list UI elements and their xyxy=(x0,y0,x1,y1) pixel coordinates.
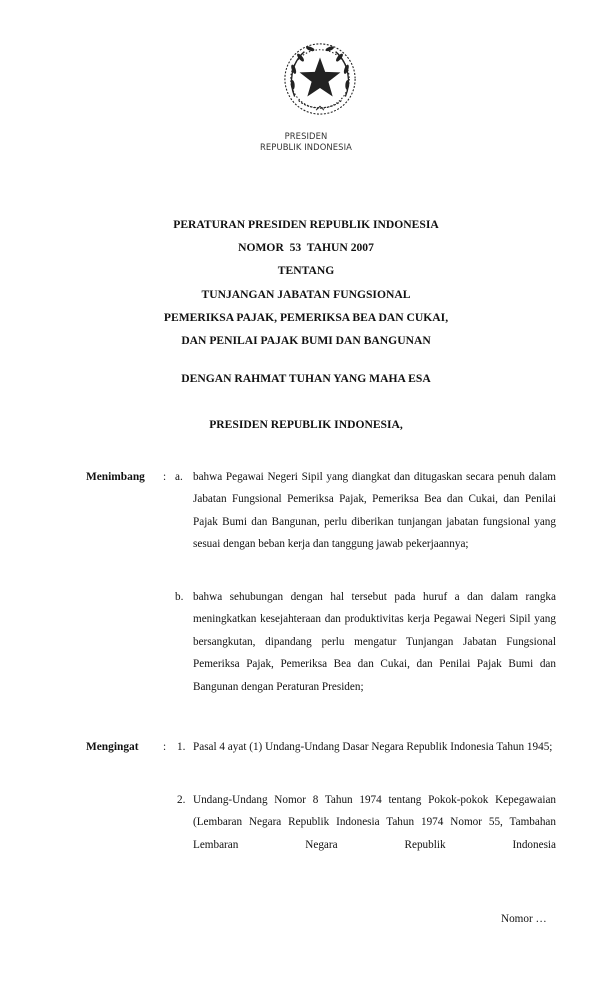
menimbang-marker-b: b. xyxy=(175,591,184,603)
title-line: DAN PENILAI PAJAK BUMI DAN BANGUNAN xyxy=(181,334,431,348)
menimbang-colon: : xyxy=(163,471,167,483)
mengingat-item-2: Undang-Undang Nomor 8 Tahun 1974 tentang Pokok-pokok Kepegawaian (Lembaran Negara Republik Indonesia Tahun 1974 Nomor 55, Tambahan Lembaran Negara Republik Indonesia xyxy=(193,794,556,851)
emblem-label-republik: REPUBLIK INDONESIA xyxy=(260,142,352,152)
title-line: NOMOR 53 TAHUN 2007 xyxy=(238,241,374,255)
title-line: PEMERIKSA PAJAK, PEMERIKSA BEA DAN CUKAI, xyxy=(163,310,449,324)
presiden-heading: PRESIDEN REPUBLIK INDONESIA, xyxy=(209,418,403,431)
document-title xyxy=(0,213,612,352)
garuda-emblem-icon xyxy=(281,40,359,118)
page-continuation: Nomor … xyxy=(501,913,547,925)
emblem-label-presiden: PRESIDEN xyxy=(284,131,328,141)
title-line: TENTANG xyxy=(277,264,335,278)
rahmat-heading: DENGAN RAHMAT TUHAN YANG MAHA ESA xyxy=(181,372,431,385)
menimbang-item-a: bahwa Pegawai Negeri Sipil yang diangkat dan ditugaskan secara penuh dalam Jabatan Fungsional Pemeriksa Pajak, Pemeriksa Bea dan Cukai, dan Penilai Pajak Bumi dan Bangunan, perlu diberikan tunjangan jabatan fungsional yang sesuai dengan beban kerja dan tanggung jawab pekerjaannya; xyxy=(193,471,556,551)
mengingat-item-1: Pasal 4 ayat (1) Undang-Undang Dasar Negara Republik Indonesia Tahun 1945; xyxy=(193,741,553,753)
menimbang-item-b: bahwa sehubungan dengan hal tersebut pada huruf a dan dalam rangka meningkatkan kesejahteraan dan produktivitas kerja Pegawai Negeri Sipil yang bersangkutan, dipandang perlu mengatur Tunjangan Jabatan Fungsional Pemeriksa Pajak, Pemeriksa Bea dan Cukai, dan Penilai Pajak Bumi dan Bangunan dengan Peraturan Presiden; xyxy=(193,591,556,693)
mengingat-colon: : xyxy=(163,741,167,753)
menimbang-label: Menimbang xyxy=(86,471,145,483)
menimbang-marker-a: a. xyxy=(175,471,183,483)
mengingat-label: Mengingat xyxy=(86,741,139,753)
title-line: TUNJANGAN JABATAN FUNGSIONAL xyxy=(201,287,411,301)
mengingat-marker-2: 2. xyxy=(177,794,186,806)
title-line: PERATURAN PRESIDEN REPUBLIK INDONESIA xyxy=(173,218,439,231)
mengingat-marker-1: 1. xyxy=(177,741,186,753)
